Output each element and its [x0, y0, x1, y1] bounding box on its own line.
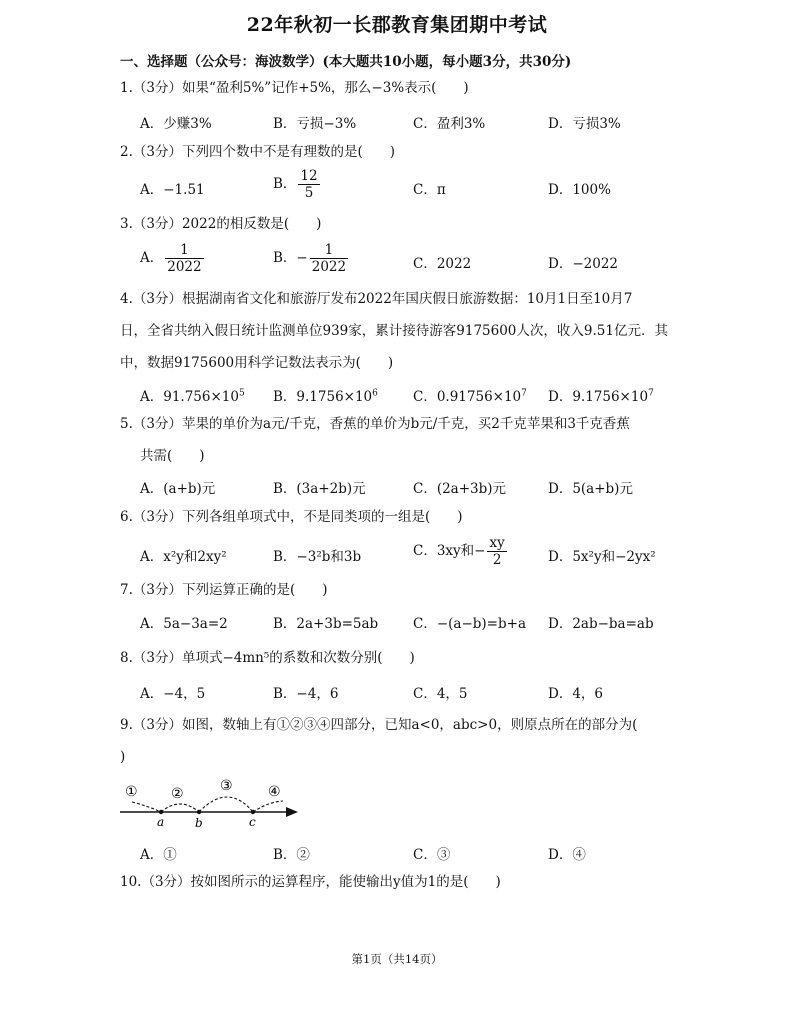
fraction-numerator: 1: [165, 242, 203, 259]
option-b[interactable]: B．2a+3b=5ab: [273, 616, 379, 632]
question-9-line-2: ): [120, 749, 126, 765]
question-1-options: [140, 112, 680, 136]
arc-part-1: [132, 802, 161, 812]
question-10: 10.（3分）按如图所示的运算程序，能使输出y值为1的是( ): [120, 874, 501, 890]
option-b[interactable]: [273, 168, 322, 201]
option-c[interactable]: C．盈利3%: [413, 116, 486, 132]
option-c[interactable]: C．(2a+3b)元: [413, 481, 507, 497]
point-c: [251, 810, 255, 814]
option-b-label: B．: [273, 176, 297, 192]
point-a-label: a: [157, 815, 165, 829]
fraction-denominator: 5: [304, 185, 314, 201]
question-5-line-1: 5.（3分）苹果的单价为a元/千克，香蕉的单价为b元/千克，买2千克苹果和3千克香蕉: [120, 416, 630, 432]
option-c[interactable]: C．−(a−b)=b+a: [413, 616, 526, 632]
exponent: 7: [648, 388, 654, 399]
fraction-denominator: 2: [492, 552, 502, 568]
question-7-options: [140, 612, 680, 636]
option-a[interactable]: A．少赚3%: [140, 116, 212, 132]
option-b[interactable]: [273, 242, 350, 275]
option-a-label: A．: [140, 250, 164, 266]
fraction-numerator: 1: [310, 242, 348, 259]
number-line-figure: [118, 774, 308, 830]
section-heading: 一、选择题（公众号：海波数学）(本大题共10小题，每小题3分，共30分): [120, 54, 572, 70]
question-9-options: [140, 843, 680, 867]
option-c[interactable]: C．2022: [413, 256, 472, 272]
question-4-line-1: 4.（3分）根据湖南省文化和旅游厅发布2022年国庆假日旅游数据：10月1日至10月7: [120, 291, 633, 307]
option-d[interactable]: D．④: [548, 847, 586, 863]
question-4-line-3: 中，数据9175600用科学记数法表示为( ): [120, 355, 394, 371]
question-5-line-2: 共需( ): [140, 448, 205, 464]
option-b-label: B．−: [273, 250, 308, 266]
option-d[interactable]: D．2ab−ba=ab: [548, 616, 654, 632]
option-a[interactable]: A．−4，5: [140, 686, 206, 702]
option-c[interactable]: C．③: [413, 847, 451, 863]
option-b[interactable]: B．亏损−3%: [273, 116, 357, 132]
fraction-denominator: 2022: [167, 259, 202, 275]
part-1-label: ①: [125, 784, 138, 800]
option-b[interactable]: B．−4，6: [273, 686, 339, 702]
option-a[interactable]: [140, 242, 206, 275]
option-d[interactable]: D．亏损3%: [548, 116, 621, 132]
option-b[interactable]: [273, 385, 378, 405]
option-c[interactable]: C．π: [413, 182, 446, 198]
part-4-label: ④: [268, 784, 281, 800]
exponent: 6: [372, 388, 378, 399]
part-3-label: ③: [220, 778, 233, 794]
question-6-options: [140, 535, 680, 569]
option-d[interactable]: D．100%: [548, 182, 611, 198]
question-4-line-2: 日，全省共纳入假日统计监测单位939家，累计接待游客9175600人次，收入9.51亿元．其: [120, 323, 668, 339]
option-a[interactable]: [140, 385, 245, 405]
option-c[interactable]: [413, 535, 509, 568]
number-line-arrow: [286, 807, 298, 817]
fraction: [487, 535, 506, 568]
page-title: 22年秋初一长郡教育集团期中考试: [246, 14, 548, 36]
arc-part-4: [253, 801, 283, 812]
question-3: 3.（3分）2022的相反数是( ): [120, 216, 322, 232]
option-d[interactable]: D．4，6: [548, 686, 604, 702]
question-8: 8.（3分）单项式−4mn⁵的系数和次数分别( ): [120, 650, 415, 666]
option-c-label: C．3xy和−: [413, 543, 486, 559]
fraction-numerator: 12: [300, 168, 318, 184]
fraction-numerator: xy: [489, 535, 505, 551]
page-footer: 第1页（共14页）: [351, 952, 443, 966]
option-a[interactable]: A．(a+b)元: [140, 481, 216, 497]
option-d[interactable]: D．5(a+b)元: [548, 481, 633, 497]
question-1: 1.（3分）如果“盈利5%”记作+5%，那么−3%表示( ): [120, 80, 469, 96]
arc-part-3: [199, 797, 253, 812]
option-a[interactable]: A．x²y和2xy²: [140, 549, 227, 565]
fraction-denominator: 2022: [311, 259, 347, 275]
option-a[interactable]: A．5a−3a=2: [140, 616, 228, 632]
option-a[interactable]: A．−1.51: [140, 182, 205, 198]
option-d-label: D．9.1756×10: [548, 389, 649, 405]
point-b-label: b: [195, 816, 203, 830]
option-c[interactable]: C．4，5: [413, 686, 468, 702]
question-8-options: [140, 682, 680, 706]
question-3-options: [140, 242, 680, 276]
option-d[interactable]: D．−2022: [548, 256, 618, 272]
option-b[interactable]: B．②: [273, 847, 310, 863]
option-a-label: A．91.756×10: [140, 389, 239, 405]
question-2-options: [140, 168, 680, 202]
point-c-label: c: [249, 815, 256, 829]
exponent: 5: [238, 388, 245, 399]
question-5: [120, 408, 680, 472]
point-b: [197, 810, 201, 814]
point-a: [159, 810, 163, 814]
question-4-options: [140, 385, 680, 409]
option-a[interactable]: A．①: [140, 847, 177, 863]
arc-part-2: [161, 804, 199, 812]
option-d[interactable]: D．5x²y和−2yx²: [548, 549, 656, 565]
fraction: [310, 242, 348, 275]
option-d[interactable]: [548, 385, 654, 405]
option-b[interactable]: B．−3²b和3b: [273, 549, 362, 565]
fraction: [165, 242, 203, 275]
option-b[interactable]: B．(3a+2b)元: [273, 481, 366, 497]
fraction: [298, 168, 319, 201]
exponent: 7: [521, 388, 527, 399]
question-7: 7.（3分）下列运算正确的是( ): [120, 582, 328, 598]
option-b-label: B．9.1756×10: [273, 389, 373, 405]
question-2: 2.（3分）下列四个数中不是有理数的是( ): [120, 144, 396, 160]
question-6: 6.（3分）下列各组单项式中，不是同类项的一组是( ): [120, 509, 463, 525]
question-5-options: [140, 477, 680, 501]
part-2-label: ②: [171, 786, 184, 802]
question-9-line-1: 9.（3分）如图，数轴上有①②③④四部分，已知a<0，abc>0，则原点所在的部分为(: [120, 717, 638, 733]
option-c-label: C．0.91756×10: [413, 389, 522, 405]
question-4: [120, 283, 680, 379]
option-c[interactable]: [413, 385, 527, 405]
question-9: [120, 709, 680, 773]
